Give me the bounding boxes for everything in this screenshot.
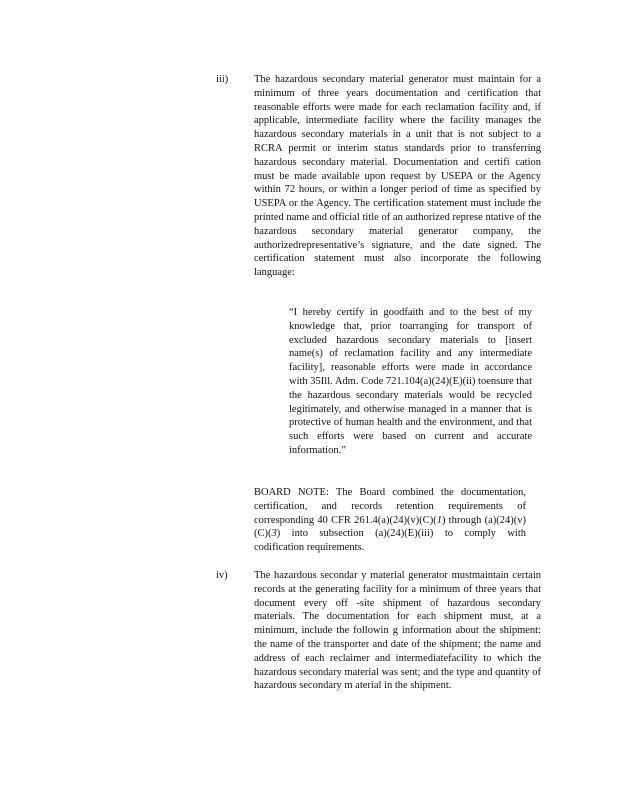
- item-number-iii: iii): [216, 74, 229, 85]
- paragraph-iv: The hazardous secondar y material generator mustmaintain certain records at the generating facility for a minimum of three years that document every off -site shipment of hazardous secondary materials. The documentation for each shipment must, at a minimum, include the followin g information about the shipment: the name of the transporter and date of the shipment; the name and address of each reclaimer and intermediatefacility to which the hazardous secondary material was sent; and the type and quantity of hazardous secondary m aterial in the shipment.: [254, 570, 541, 692]
- board-note-text-1: BOARD NOTE: The Board combined the documentation, certification, and records retention requirements of corresponding 40 CFR 261.4(a)(24)(v)(C)(: [254, 487, 526, 526]
- paragraph-iii: The hazardous secondary material generator must maintain for a minimum of three years documentation and certification that reasonable efforts were made for each reclamation facility and, if applicable, intermediate facility where the facility manages the hazardous secondary materials in a unit that is not subject to a RCRA permit or interim status standards prior to transferring hazardous secondary material. Documentation and certifi cation must be made available upon request by USEPA or the Agency within 72 hours, or within a longer period of time as specified by USEPA or the Agency. The certification statement must include the printed name and official title of an authorized represe ntative of the hazardous secondary material generator company, the authorizedrepresentative’s signature, and the date signed. The certification statement must also incorporate the following language:: [254, 74, 541, 279]
- board-note: [254, 486, 526, 555]
- certification-quote: “I hereby certify in goodfaith and to the best of my knowledge that, prior toarranging for transport of excluded hazardous secondary materials to [insert name(s) of reclamation facility and any intermediate facility], reasonable efforts were made in accordance with 35Ill. Adm. Code 721.104(a)(24)(E)(ii) toensure that the hazardous secondary materials would be recycled legitimately, and otherwise managed in a manner that is protective of human health and the environment, and that such efforts were based on current and accurate information.”: [289, 307, 532, 456]
- board-note-text-3: ) into subsection (a)(24)(E)(iii) to comply with codification requirements.: [254, 528, 526, 554]
- board-note-text-2: ) through (a)(24)(v)(C)(: [254, 514, 526, 540]
- item-number-iv: iv): [216, 570, 228, 581]
- board-note-italic-3: 3: [271, 528, 277, 540]
- board-note-italic-1: 1: [436, 514, 442, 526]
